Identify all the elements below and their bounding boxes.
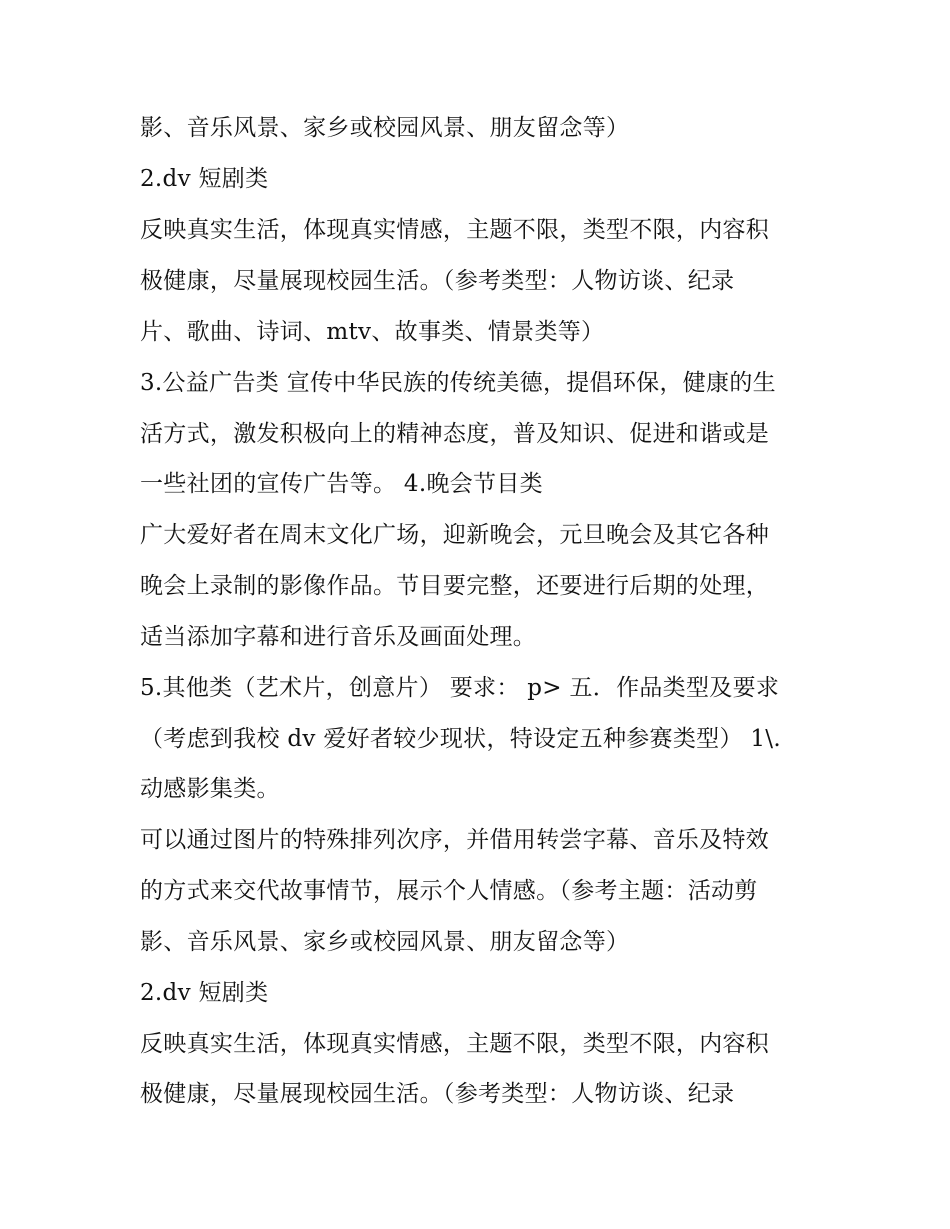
text-line: （考虑到我校 dv 爱好者较少现状，特设定五种参赛类型） 1\. <box>140 726 781 752</box>
text-line: 3.公益广告类 宣传中华民族的传统美德，提倡环保，健康的生 <box>140 370 776 396</box>
text-line: 极健康，尽量展现校园生活。（参考类型：人物访谈、纪录 <box>140 1081 735 1107</box>
text-line: 可以通过图片的特殊排列次序，并借用转尝字幕、音乐及特效 <box>140 827 770 853</box>
text-line: 反映真实生活，体现真实情感，主题不限，类型不限，内容积 <box>140 1031 770 1057</box>
text-line: 适当添加字幕和进行音乐及画面处理。 <box>140 624 537 650</box>
text-line: 影、音乐风景、家乡或校园风景、朋友留念等） <box>140 115 630 141</box>
text-line: 反映真实生活，体现真实情感，主题不限，类型不限，内容积 <box>140 217 770 243</box>
text-line: 广大爱好者在周末文化广场，迎新晚会，元旦晚会及其它各种 <box>140 522 770 548</box>
text-line: 活方式，激发积极向上的精神态度，普及知识、促进和谐或是 <box>140 421 770 447</box>
text-line: 一些社团的宣传广告等。 4.晚会节目类 <box>140 471 543 497</box>
section-heading: 2.dv 短剧类 <box>140 166 269 192</box>
text-line: 晚会上录制的影像作品。节目要完整，还要进行后期的处理， <box>140 573 770 599</box>
section-heading: 2.dv 短剧类 <box>140 980 269 1006</box>
text-line: 的方式来交代故事情节，展示个人情感。（参考主题：活动剪 <box>140 878 758 904</box>
text-line: 影、音乐风景、家乡或校园风景、朋友留念等） <box>140 929 630 955</box>
text-line: 5.其他类（艺术片，创意片） 要求： p> 五．作品类型及要求 <box>140 675 780 701</box>
text-line: 动感影集类。 <box>140 776 280 802</box>
text-line: 片、歌曲、诗词、mtv、故事类、情景类等） <box>140 319 605 345</box>
text-line: 极健康，尽量展现校园生活。（参考类型：人物访谈、纪录 <box>140 268 735 294</box>
